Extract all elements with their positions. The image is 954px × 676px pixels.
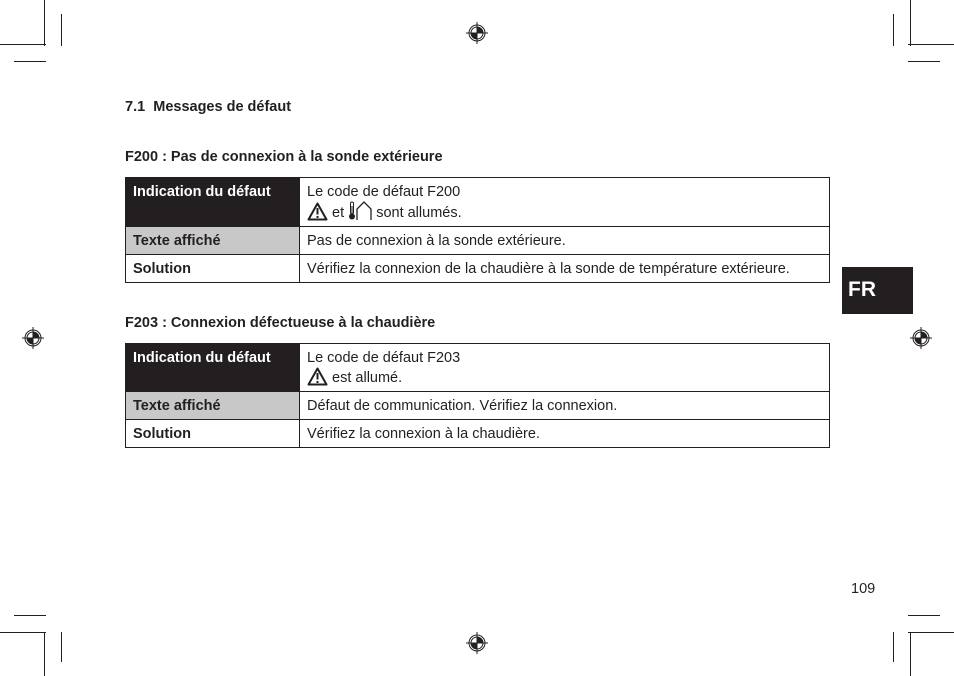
fault-table-f203 [125, 343, 830, 448]
row-value: Vérifiez la connexion à la chaudière. [300, 420, 830, 448]
fault-table-f200 [125, 177, 830, 283]
indication-line: Le code de défaut F200 [307, 184, 461, 200]
indication-connector: et [332, 205, 345, 221]
row-label: Texte affiché [126, 392, 300, 420]
crop-mark [61, 632, 62, 662]
crop-mark [908, 632, 954, 633]
registration-mark-icon [910, 327, 932, 349]
table-row [126, 227, 830, 255]
registration-mark-icon [466, 632, 488, 654]
row-value: Vérifiez la connexion de la chaudière à la sonde de température extérieure. [300, 255, 830, 283]
table-row [126, 420, 830, 448]
row-label: Texte affiché [126, 227, 300, 255]
fault-heading-f203: F203 : Connexion défectueuse à la chaudière [125, 315, 436, 331]
crop-mark [908, 61, 940, 62]
row-value [300, 344, 830, 392]
section-title [125, 99, 291, 115]
crop-mark [44, 632, 45, 676]
crop-mark [893, 14, 894, 46]
house-outline-icon [356, 201, 372, 221]
row-label: Indication du défaut [126, 178, 300, 227]
table-row [126, 178, 830, 227]
warning-triangle-icon [307, 202, 328, 221]
crop-mark [910, 0, 911, 46]
indication-icons-line [307, 367, 822, 387]
crop-mark [910, 632, 911, 676]
row-label: Indication du défaut [126, 344, 300, 392]
page-number: 109 [851, 581, 876, 597]
crop-mark [893, 632, 894, 662]
language-tab: FR [842, 267, 913, 314]
crop-mark [0, 632, 46, 633]
crop-mark [14, 61, 46, 62]
warning-triangle-icon [307, 367, 328, 386]
registration-mark-icon [466, 22, 488, 44]
crop-mark [0, 44, 46, 45]
row-value: Défaut de communication. Vérifiez la connexion. [300, 392, 830, 420]
crop-mark [908, 44, 954, 45]
table-row [126, 392, 830, 420]
table-row [126, 344, 830, 392]
thermometer-icon [348, 201, 356, 221]
crop-mark [61, 14, 62, 46]
indication-line: Le code de défaut F203 [307, 350, 461, 366]
fault-heading-f200: F200 : Pas de connexion à la sonde extérieure [125, 149, 443, 165]
crop-mark [14, 615, 46, 616]
indication-tail: sont allumés. [376, 205, 462, 221]
indication-icons-line [307, 201, 822, 222]
registration-mark-icon [22, 327, 44, 349]
crop-mark [44, 0, 45, 46]
table-row [126, 255, 830, 283]
row-value [300, 178, 830, 227]
row-value: Pas de connexion à la sonde extérieure. [300, 227, 830, 255]
indication-tail: est allumé. [332, 370, 403, 386]
section-number: 7.1 [125, 99, 146, 115]
section-heading: Messages de défaut [153, 99, 292, 115]
row-label: Solution [126, 420, 300, 448]
row-label: Solution [126, 255, 300, 283]
crop-mark [908, 615, 940, 616]
